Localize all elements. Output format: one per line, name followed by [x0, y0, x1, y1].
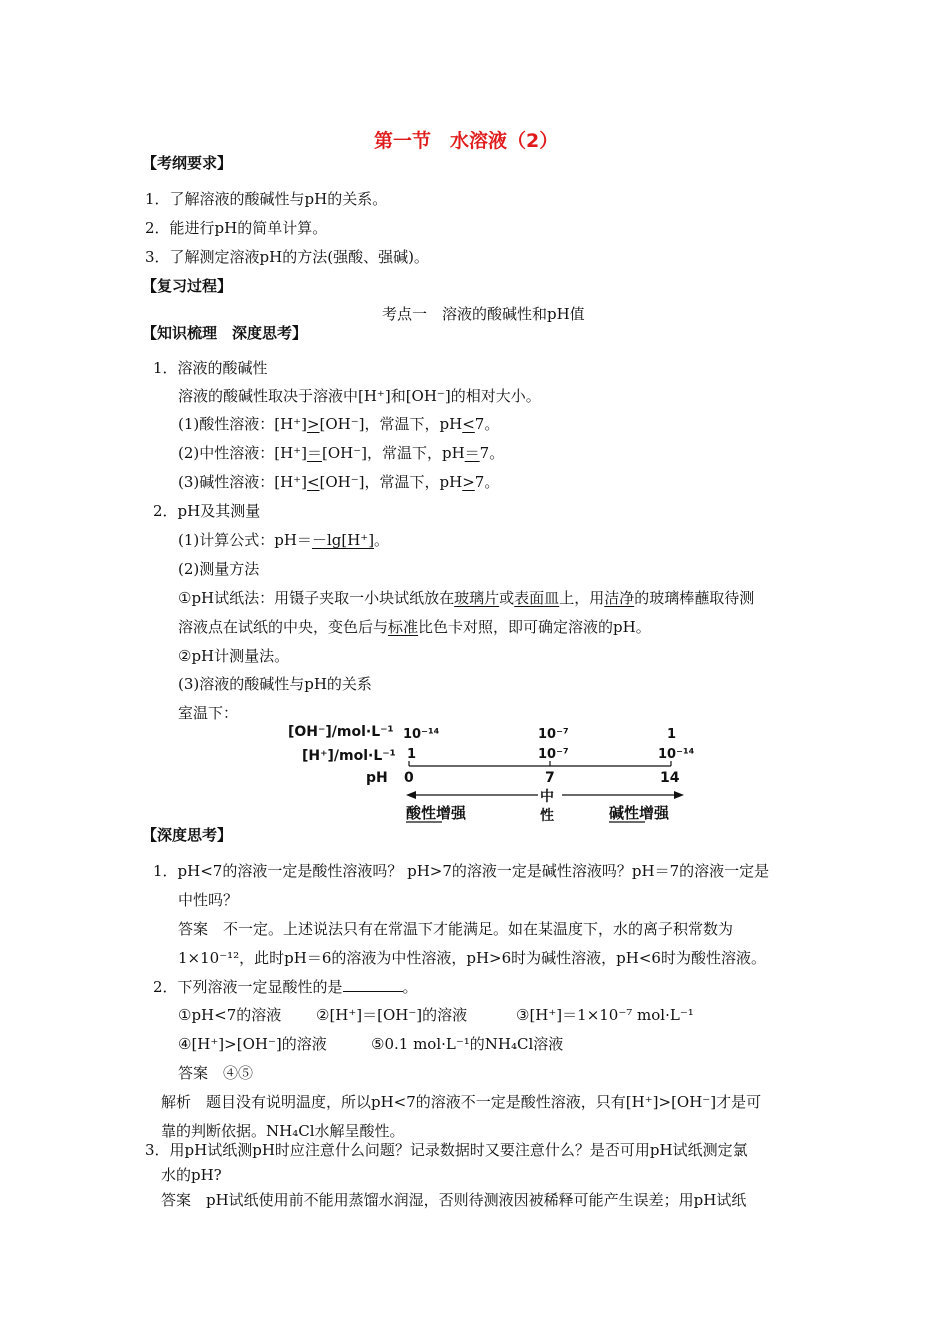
text: 2．下列溶液一定显酸性的是	[153, 978, 343, 996]
q2-explanation-2: 靠的判断依据。NH₄Cl水解呈酸性。	[161, 1122, 405, 1140]
q2-option-3: ③[H⁺]＝1×10⁻⁷ mol·L⁻¹	[516, 1006, 694, 1024]
ph-formula: －lg[H⁺]	[311, 531, 375, 549]
q3-line-2: 水的pH?	[161, 1166, 222, 1184]
blank-answer: 玻璃片	[454, 589, 500, 607]
k2-method-heading: (2)测量方法	[178, 560, 260, 578]
blank-answer: >	[306, 415, 320, 433]
blank-answer: <	[462, 415, 475, 433]
k2-formula-line	[178, 530, 389, 550]
q1-answer-2: 1×10⁻¹²，此时pH＝6的溶液为中性溶液，pH>6时为碱性溶液，pH<6时为酸性溶液。	[178, 949, 766, 967]
q1-line-2: 中性吗？	[178, 891, 239, 909]
q3-line-1: 3．用pH试纸测pH时应注意什么问题？记录数据时又要注意什么？是否可用pH试纸测定氯	[145, 1141, 748, 1159]
page-title: 第一节 水溶液（2）	[374, 130, 559, 152]
section-heading-fuxi: 【复习过程】	[142, 277, 233, 295]
k1-intro: 溶液的酸碱性取决于溶液中[H⁺]和[OH⁻]的相对大小。	[178, 387, 541, 405]
section-heading-shendu: 【深度思考】	[142, 826, 233, 844]
k1-neutral-line	[178, 443, 504, 463]
q2-option-5: ⑤0.1 mol·L⁻¹的NH₄Cl溶液	[371, 1035, 564, 1053]
text: 7。	[479, 444, 505, 462]
answer-blank	[343, 977, 403, 992]
text: (3)碱性溶液：[H⁺]	[178, 473, 307, 491]
k1-base-line	[178, 472, 499, 492]
q1-answer-1: 答案 不一定。上述说法只有在常温下才能满足。如在某温度下，水的离子积常数为	[178, 920, 734, 938]
k2-paper-line-2	[178, 617, 651, 637]
h-value-right: 10⁻¹⁴	[658, 747, 695, 762]
text: (2)中性溶液：[H⁺]	[178, 444, 307, 462]
k2-heading: 2．pH及其测量	[153, 502, 261, 520]
blank-answer: ＝	[464, 444, 480, 462]
arrow-right-icon	[674, 791, 684, 799]
q1-line-1: 1．pH<7的溶液一定是酸性溶液吗？ pH>7的溶液一定是碱性溶液吗？pH＝7的溶液一定是	[153, 862, 770, 880]
k2-room-temp: 室温下：	[178, 704, 239, 722]
requirement-1: 1．了解溶液的酸碱性与pH的关系。	[145, 190, 388, 208]
text: 7。	[474, 415, 500, 433]
acid-label: 酸性增强	[406, 804, 467, 822]
blank-answer: 洁净	[604, 589, 635, 607]
h-value-left: 1	[407, 747, 417, 762]
requirement-3: 3．了解测定溶液pH的方法(强酸、强碱)。	[145, 248, 429, 266]
text: [OH⁻]，常温下，pH	[319, 415, 463, 433]
neutral-label-top: 中	[540, 789, 554, 805]
blank-answer: ＝	[306, 444, 322, 462]
text: (1)计算公式：pH＝	[178, 531, 312, 549]
blank-answer: 表面皿	[514, 589, 560, 607]
arrow-left-icon	[406, 791, 416, 799]
oh-value-left: 10⁻¹⁴	[403, 727, 440, 742]
text: 溶液点在试纸的中央，变色后与	[178, 618, 389, 636]
k1-heading: 1．溶液的酸碱性	[153, 359, 268, 377]
q2-option-4: ④[H⁺]>[OH⁻]的溶液	[178, 1035, 327, 1053]
ph-value-14: 14	[660, 770, 680, 786]
oh-value-right: 1	[667, 727, 677, 742]
blank-answer: <	[306, 473, 320, 491]
kaodian-heading: 考点一 溶液的酸碱性和pH值	[382, 305, 585, 323]
text: ①pH试纸法：用镊子夹取一小块试纸放在	[178, 589, 455, 607]
text: [OH⁻]，常温下，pH	[321, 444, 465, 462]
neutral-label-bottom: 性	[540, 808, 554, 824]
base-label: 碱性增强	[609, 804, 670, 822]
oh-value-mid: 10⁻⁷	[538, 727, 569, 742]
k2-relation-line: (3)溶液的酸碱性与pH的关系	[178, 675, 372, 693]
blank-answer: 标准	[388, 618, 419, 636]
row-label-ph: pH	[366, 770, 388, 786]
text: [OH⁻]，常温下，pH	[319, 473, 463, 491]
blank-answer: >	[462, 473, 475, 491]
text: 或	[499, 589, 515, 607]
text: 的玻璃棒蘸取待测	[634, 589, 755, 607]
ph-scale-diagram	[280, 722, 710, 830]
k2-paper-line-1	[178, 588, 754, 608]
q2-answer: 答案 ④⑤	[178, 1064, 254, 1082]
q2-option-2: ②[H⁺]＝[OH⁻]的溶液	[316, 1006, 468, 1024]
text: (1)酸性溶液：[H⁺]	[178, 415, 307, 433]
k1-acid-line	[178, 414, 499, 434]
ph-value-0: 0	[404, 770, 414, 786]
requirement-2: 2．能进行pH的简单计算。	[145, 219, 328, 237]
text: 上，用	[559, 589, 605, 607]
q2-option-1: ①pH<7的溶液	[178, 1006, 282, 1024]
section-heading-kaogang: 【考纲要求】	[142, 154, 233, 172]
text: 7。	[474, 473, 500, 491]
text: 。	[402, 978, 418, 996]
k2-meter-line: ②pH计测量法。	[178, 647, 290, 665]
h-value-mid: 10⁻⁷	[538, 747, 569, 762]
q2-line-1	[153, 977, 418, 997]
text: 比色卡对照，即可确定溶液的pH。	[418, 618, 651, 636]
section-heading-zhishi: 【知识梳理 深度思考】	[142, 324, 308, 342]
row-label-oh: [OH⁻]/mol·L⁻¹	[288, 724, 394, 740]
q2-explanation-1: 解析 题目没有说明温度，所以pH<7的溶液不一定是酸性溶液，只有[H⁺]>[OH⁻]才是可	[161, 1093, 762, 1111]
q3-answer: 答案 pH试纸使用前不能用蒸馏水润湿，否则待测液因被稀释可能产生误差；用pH试纸	[161, 1191, 747, 1209]
text: 。	[374, 531, 390, 549]
ph-value-7: 7	[545, 770, 555, 786]
row-label-h: [H⁺]/mol·L⁻¹	[302, 748, 396, 764]
